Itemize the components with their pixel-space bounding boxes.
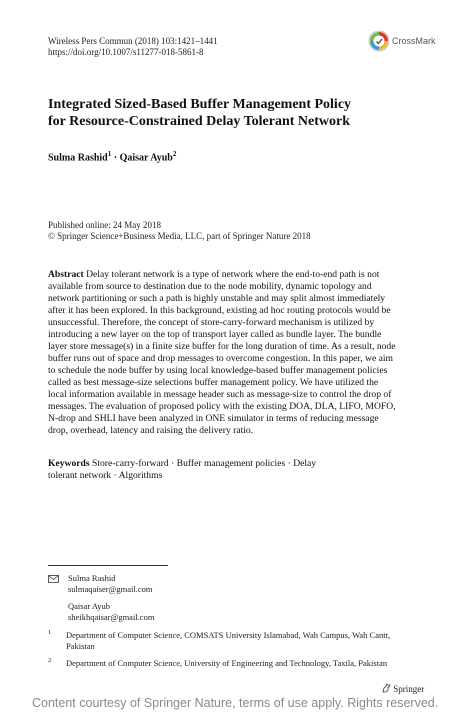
abstract-line: unsuccessful. Therefore, the concept of store-carry-forward mechanism is utilized by (48, 317, 375, 328)
contact-author-1 (68, 573, 153, 594)
title-line-1: Integrated Sized-Based Buffer Management Policy (48, 97, 352, 112)
abstract-line: after it has been explored. In this background, existing ad hoc routing protocols would be (48, 305, 391, 316)
keywords (48, 458, 348, 482)
author-name[interactable]: Qaisar Ayub (119, 152, 173, 164)
copyright-notice: © Springer Science+Business Media, LLC, part of Springer Nature 2018 (48, 231, 311, 241)
affiliation-1 (48, 630, 428, 654)
publication-info (48, 220, 311, 242)
crossmark-icon (368, 30, 390, 52)
springer-label: Springer (393, 684, 425, 694)
abstract-line: available from source to destination due to the node mobility, dynamic topology and (48, 281, 372, 292)
keywords-line: Keywords Store-carry-forward · Buffer management policies · Delay (48, 458, 317, 469)
content-courtesy-notice: Content courtesy of Springer Nature, terms of use apply. Rights reserved. (32, 696, 439, 710)
footnote-divider (48, 565, 168, 566)
abstract-line: called as best message-size selections buffer management policy. We have utilized the (48, 377, 379, 388)
contact-author-2 (68, 601, 154, 622)
contact-email[interactable]: sheikhqaisar@gmail.com (68, 611, 155, 622)
author-name[interactable]: Sulma Rashid (48, 152, 108, 164)
abstract-line: local information available in message header such as message-size to control the drop of (48, 389, 392, 400)
envelope-icon (48, 575, 59, 583)
doi-link[interactable]: https://doi.org/10.1007/s11277-018-5861-8 (48, 47, 204, 57)
contact-email[interactable]: sulmaqaiser@gmail.com (68, 583, 153, 594)
abstract-heading: Abstract (48, 269, 84, 280)
abstract-line: buffer runs out of space and drop messages to overcome congestion. In this paper, we aim (48, 353, 393, 364)
abstract-line: Abstract Delay tolerant network is a type of network where the end-to-end path is not (48, 269, 380, 280)
crossmark-badge[interactable] (368, 30, 446, 52)
journal-line: Wireless Pers Commun (2018) 103:1421–1441 (48, 36, 218, 46)
abstract (48, 269, 428, 437)
author-list (48, 150, 176, 163)
journal-citation (48, 36, 218, 58)
abstract-line: introducing a new layer on the top of transport layer called as bundle layer. The bundle (48, 329, 382, 340)
affiliation-marker: 2 (172, 150, 177, 158)
paper-title (48, 96, 428, 130)
contact-name: Sulma Rashid (68, 573, 116, 583)
affiliation-2 (48, 658, 428, 670)
corresponding-contact (48, 573, 348, 633)
abstract-line: layer store message(s) in a finite size buffer for the long duration of time. As a result, node (48, 341, 396, 352)
author-separator: · (111, 152, 120, 164)
contact-name: Qaisar Ayub (68, 601, 110, 611)
abstract-line: messages. The evaluation of proposed policy with the existing DOA, DLA, LIFO, MOFO, (48, 401, 396, 412)
abstract-line: network partitioning or such a path is highly unstable and may split almost immediately (48, 293, 386, 304)
springer-horse-icon (382, 683, 391, 693)
springer-logo (382, 683, 424, 694)
abstract-line: drop, overhead, latency and raising the delivery ratio. (48, 425, 254, 436)
keywords-heading: Keywords (48, 458, 90, 469)
affiliation-number: 2 (48, 657, 52, 664)
published-date: Published online: 24 May 2018 (48, 220, 161, 230)
affiliation-text: Department of Computer Science, COMSATS University Islamabad, Wah Campus, Wah Cantt, Pakistan (66, 630, 391, 651)
crossmark-label: CrossMark (392, 36, 436, 46)
affiliation-text: Department of Computer Science, University of Engineering and Technology, Taxila, Pakistan (66, 658, 388, 668)
abstract-line: to schedule the node buffer by using local knowledge-based buffer management policies (48, 365, 388, 376)
keywords-line: tolerant network · Algorithms (48, 470, 163, 481)
abstract-line: N-drop and SHLI have been analyzed in ONE simulator in terms of reducing message (48, 413, 379, 424)
affiliation-number: 1 (48, 629, 52, 636)
title-line-2: for Resource-Constrained Delay Tolerant Network (48, 114, 351, 129)
affiliation-marker: 1 (107, 150, 112, 158)
